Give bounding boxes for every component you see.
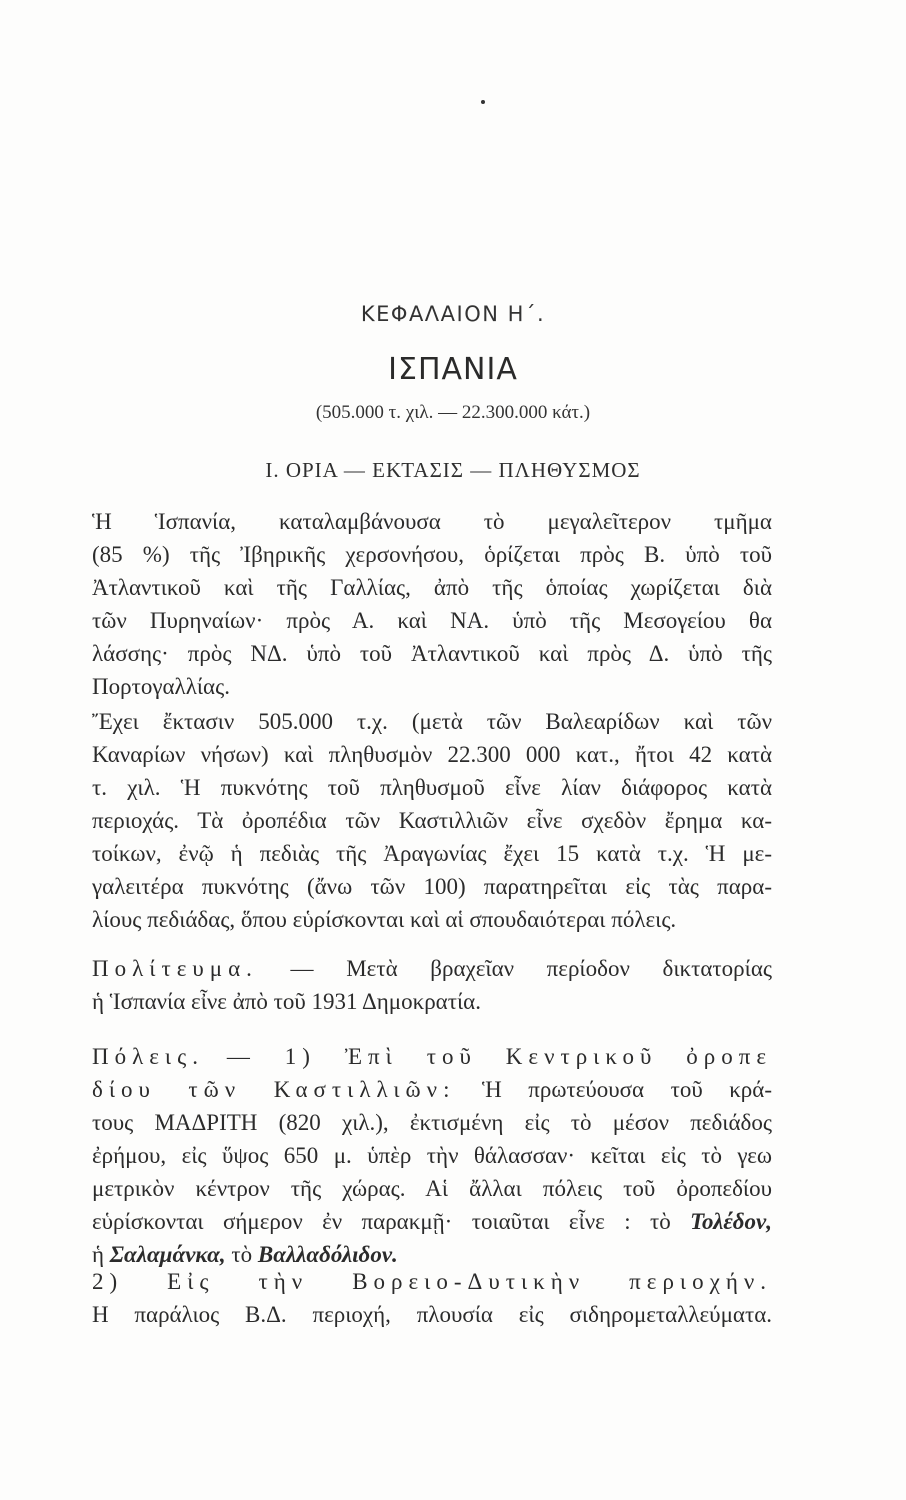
paragraph-government [92,952,772,1018]
text-line: λάσσης· πρὸς ΝΔ. ὑπὸ τοῦ Ἀτλαντικοῦ καὶ πρὸς Δ. ὑπὸ τῆς [92,641,772,666]
text-line: γαλειτέρα πυκνότης (ἄνω τῶν 100) παρατηρεῖται εἰς τὰς παρα- [92,874,772,899]
country-title: ΙΣΠΑΝΙΑ [388,352,518,387]
text-line: τ. χιλ. Ἡ πυκνότης τοῦ πληθυσμοῦ εἶνε λίαν διάφορος κατὰ [92,775,772,800]
text-line: τους ΜΑΔΡΙΤΗ (820 χιλ.), ἐκτισμένη εἰς τὸ μέσον πεδιάδος [92,1110,772,1135]
text-line: τῶν Πυρηναίων· πρὸς Α. καὶ ΝΑ. ὑπὸ τῆς Μεσογείου θα [92,608,772,633]
city-valladolid: Βαλλαδόλιδον. [257,1242,398,1267]
text-line: τοίκων, ἐνῷ ἡ πεδιὰς τῆς Ἀραγωνίας ἔχει 15 κατὰ τ.χ. Ἡ με- [92,841,772,866]
paragraph-borders [92,505,772,703]
text-line: λίους πεδιάδας, ὅπου εὑρίσκονται καὶ αἱ σπουδαιότεραι πόλεις. [92,907,677,932]
text-line: Ἡ Ἱσπανία, καταλαμβάνουσα τὸ μεγαλεῖτερον τμῆμα [92,509,772,534]
text-line: ἡ Ἱσπανία εἶνε ἀπὸ τοῦ 1931 Δημοκρατία. [92,989,481,1014]
text-line: (85 %) τῆς Ἰβηρικῆς χερσονήσου, ὁρίζεται πρὸς Β. ὑπὸ τοῦ [92,542,772,567]
government-heading: Πολίτευμα. [92,956,258,981]
text-line: μετρικὸν κέντρον τῆς χώρας. Αἱ ἄλλαι πόλεις τοῦ ὀροπεδίου [92,1176,772,1201]
city-salamanca: Σαλαμάνκα, [109,1242,226,1267]
paragraph-cities [92,1040,772,1271]
text-line: Η παράλιος Β.Δ. περιοχή, πλουσία εἰς σιδηρομεταλλεύματα. [92,1302,772,1327]
text-span: — 1) Ἐπὶ τοῦ Κεντρικοῦ ὀροπε [226,1044,772,1069]
subheading-castile-plateau: δίου τῶν Καστιλλιῶν: [92,1077,456,1102]
text-line: Ἀτλαντικοῦ καὶ τῆς Γαλλίας, ἀπὸ τῆς ὁποίας χωρίζεται διὰ [92,575,772,600]
text-line: ἐρήμου, εἰς ὕψος 650 μ. ὑπὲρ τὴν θάλασσαν· κεῖται εἰς τὸ γεω [92,1143,772,1168]
text-span: τὸ [231,1242,253,1267]
paragraph-northwest [92,1265,772,1331]
text-span: εὑρίσκονται σήμερον ἐν παρακμῇ· τοιαῦται εἶνε : τὸ [92,1209,671,1234]
text-span: Ἡ πρωτεύουσα τοῦ κρά- [481,1077,772,1102]
subheading-northwest: 2) Εἰς τὴν Βορειο-Δυτικὴν περιοχήν. [92,1269,772,1294]
text-span: ἡ [92,1242,105,1267]
section-heading: Ι. ΟΡΙΑ — ΕΚΤΑΣΙΣ — ΠΛΗΘΥΣΜΟΣ [265,458,641,482]
paragraph-area-population [92,705,772,936]
city-toledo: Τολέδον, [690,1209,773,1234]
country-stats: (505.000 τ. χιλ. — 22.300.000 κάτ.) [315,402,591,423]
text-line: περιοχάς. Τὰ ὀροπέδια τῶν Καστιλλιῶν εἶνε σχεδὸν ἔρημα κα- [92,808,772,833]
text-line: Πορτογαλλίας. [92,674,230,699]
text-line: Ἔχει ἔκτασιν 505.000 τ.χ. (μετὰ τῶν Βαλεαρίδων καὶ τῶν [92,709,772,734]
cities-heading: Πόλεις. [92,1044,204,1069]
ink-speck [481,100,485,104]
text-line: Καναρίων νήσων) καὶ πληθυσμὸν 22.300 000 κατ., ἤτοι 42 κατὰ [92,742,772,767]
text-span: — Μετὰ βραχεῖαν περίοδον δικτατορίας [290,956,772,981]
chapter-heading: ΚΕΦΑΛΑΙΟΝ Η΄. [360,302,546,326]
